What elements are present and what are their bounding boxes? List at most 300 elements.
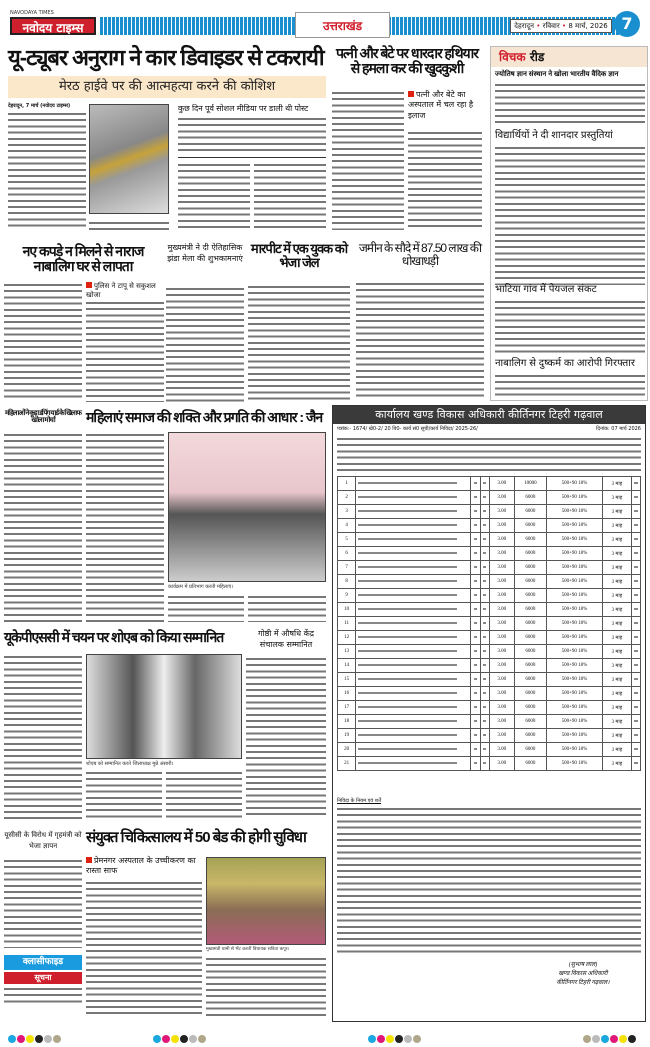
cell-period: 3 माह	[603, 505, 632, 519]
women-side-body	[4, 432, 82, 622]
tender-row	[338, 743, 641, 757]
cell-place	[471, 757, 480, 771]
goshthi-headline: गोष्ठी में औषधि केंद्र संचालक सम्मानित	[258, 629, 314, 650]
cell-fee: 500+90 18%	[546, 631, 602, 645]
cell-place	[471, 687, 480, 701]
cell-row-number: 9	[338, 589, 356, 603]
lead-subhead: मेरठ हाईवे पर की आत्महत्या करने की कोशिश	[8, 76, 326, 98]
cell-amount: 6000	[514, 715, 546, 729]
cell-place2	[480, 743, 489, 757]
cell-last	[631, 491, 640, 505]
cell-last	[631, 715, 640, 729]
pullquote-text: प्रेमनगर अस्पताल के उच्चीकरण का रास्ता साफ	[86, 856, 196, 876]
cell-place	[471, 659, 480, 673]
cell-work-name	[356, 687, 471, 701]
missing-body-2	[86, 300, 164, 402]
bullet-icon	[86, 857, 92, 863]
cell-place2	[480, 533, 489, 547]
tender-row	[338, 701, 641, 715]
cell-amount: 6000	[514, 491, 546, 505]
tender-table	[337, 476, 641, 771]
cell-work-name	[356, 505, 471, 519]
cell-last	[631, 589, 640, 603]
cell-deposit: 3.00	[489, 645, 514, 659]
ucc-body	[4, 858, 82, 948]
cell-place2	[480, 687, 489, 701]
cell-last	[631, 519, 640, 533]
cell-row-number: 20	[338, 743, 356, 757]
tender-row	[338, 519, 641, 533]
cell-period: 3 माह	[603, 617, 632, 631]
cell-fee: 500+90 18%	[546, 757, 602, 771]
women-headline: महिलाएं समाज की शक्ति और प्रगति की आधार : जैन	[86, 409, 323, 425]
cell-amount: 6000	[514, 673, 546, 687]
cell-deposit: 3.00	[489, 715, 514, 729]
cell-last	[631, 477, 640, 491]
cell-period: 3 माह	[603, 659, 632, 673]
hospital-photo	[206, 857, 326, 945]
missing-headline: नए कपड़े न मिलने से नाराज नाबालिग घर से लापता	[22, 243, 144, 274]
cell-work-name	[356, 519, 471, 533]
cell-fee: 500+90 18%	[546, 673, 602, 687]
cell-period: 3 माह	[603, 533, 632, 547]
cell-amount: 6000	[514, 533, 546, 547]
tender-row	[338, 715, 641, 729]
tender-row	[338, 617, 641, 631]
right-brand	[491, 47, 647, 67]
sign-office: कीर्तिनगर टिहरी गढ़वाल।	[556, 980, 610, 986]
cell-deposit: 3.00	[489, 477, 514, 491]
pullquote-text: पत्नी और बेटे का अस्पताल में चल रहा है इलाज	[408, 90, 474, 120]
cell-place2	[480, 477, 489, 491]
cell-last	[631, 547, 640, 561]
cell-deposit: 3.00	[489, 631, 514, 645]
tender-ref-row	[333, 424, 645, 434]
tender-row	[338, 673, 641, 687]
women-photo	[168, 432, 326, 582]
cell-period: 3 माह	[603, 673, 632, 687]
cell-deposit: 3.00	[489, 603, 514, 617]
tender-row	[338, 603, 641, 617]
women-body-2	[168, 594, 244, 622]
cell-place	[471, 645, 480, 659]
cell-fee: 500+90 18%	[546, 645, 602, 659]
tender-notice	[332, 405, 646, 1022]
cell-deposit: 3.00	[489, 743, 514, 757]
tender-row	[338, 687, 641, 701]
cell-place2	[480, 589, 489, 603]
tender-row	[338, 659, 641, 673]
classified-body	[4, 986, 82, 1004]
lead-body-4	[89, 220, 169, 234]
classified-title: क्लासीफाइड	[4, 955, 82, 970]
masthead-logo: नवोदय टाइम्स	[10, 17, 96, 35]
goshthi-body	[246, 656, 326, 818]
cell-amount: 6000	[514, 701, 546, 715]
brand-black: रीड	[529, 50, 545, 64]
cell-period: 3 माह	[603, 631, 632, 645]
right-headline-2: विद्यार्थियों ने दी शानदार प्रस्तुतियां	[495, 130, 613, 141]
tender-row	[338, 645, 641, 659]
cell-last	[631, 687, 640, 701]
cell-row-number: 14	[338, 659, 356, 673]
cell-fee: 500+90 18%	[546, 715, 602, 729]
tender-row	[338, 589, 641, 603]
cell-deposit: 3.00	[489, 533, 514, 547]
cell-deposit: 3.00	[489, 491, 514, 505]
cell-place	[471, 589, 480, 603]
cell-last	[631, 533, 640, 547]
cell-fee: 500+90 18%	[546, 575, 602, 589]
cell-fee: 500+90 18%	[546, 561, 602, 575]
bullet-icon	[408, 91, 414, 97]
lead-body-1	[8, 111, 86, 231]
cell-place	[471, 729, 480, 743]
cell-place	[471, 575, 480, 589]
cell-place	[471, 533, 480, 547]
cell-period: 3 माह	[603, 547, 632, 561]
cell-place	[471, 715, 480, 729]
pullquote-text: पुलिस ने टापू से सकुशल खोजा	[86, 282, 156, 299]
date: 8 मार्च, 2026	[568, 22, 608, 30]
cell-period: 3 माह	[603, 575, 632, 589]
suicide-body-1	[332, 90, 404, 230]
cell-period: 3 माह	[603, 603, 632, 617]
cell-amount: 6000	[514, 645, 546, 659]
cell-period: 3 माह	[603, 519, 632, 533]
cell-work-name	[356, 659, 471, 673]
cell-last	[631, 505, 640, 519]
cell-row-number: 19	[338, 729, 356, 743]
cell-row-number: 13	[338, 645, 356, 659]
cell-period: 3 माह	[603, 743, 632, 757]
tender-row	[338, 505, 641, 519]
tender-row	[338, 561, 641, 575]
cell-fee: 500+90 18%	[546, 547, 602, 561]
cell-deposit: 3.00	[489, 505, 514, 519]
lead-sidebar-body	[178, 116, 326, 152]
cell-place	[471, 631, 480, 645]
section-tab	[295, 12, 390, 38]
hospital-photo-caption: मुख्यमंत्री धामी से भेंट करतीं विधायक सविता कपूर।	[206, 947, 290, 952]
lead-headline: यू-ट्यूबर अनुराग ने कार डिवाइडर से टकरायी	[8, 45, 324, 70]
cell-place	[471, 561, 480, 575]
cell-row-number: 17	[338, 701, 356, 715]
cell-deposit: 3.00	[489, 561, 514, 575]
cell-deposit: 3.00	[489, 673, 514, 687]
cell-amount: 6000	[514, 743, 546, 757]
cell-last	[631, 631, 640, 645]
cell-fee: 500+90 18%	[546, 603, 602, 617]
cell-work-name	[356, 715, 471, 729]
cell-deposit: 3.00	[489, 617, 514, 631]
cell-place2	[480, 701, 489, 715]
cell-last	[631, 729, 640, 743]
cell-period: 3 माह	[603, 701, 632, 715]
cell-place2	[480, 659, 489, 673]
date-box: देहरादून • रविवार • 8 मार्च, 2026	[510, 19, 612, 33]
lead-body-2	[178, 162, 250, 232]
lead-body-3	[254, 162, 326, 232]
cell-work-name	[356, 743, 471, 757]
cell-fee: 500+90 18%	[546, 533, 602, 547]
suicide-headline: पत्नी और बेटे पर धारदार हथियार से हमला कर की खुदकुशी	[335, 45, 479, 76]
cell-work-name	[356, 533, 471, 547]
cell-place2	[480, 631, 489, 645]
hospital-headline: संयुक्त चिकित्सालय में 50 बेड की होगी सुविधा	[86, 829, 306, 846]
cell-row-number: 2	[338, 491, 356, 505]
day: रविवार	[542, 22, 560, 30]
tender-row	[338, 547, 641, 561]
page-number: 7	[614, 11, 640, 37]
right-body-4	[495, 373, 645, 399]
tender-terms-title: निविदा के नियम एवं शर्तें	[337, 798, 382, 804]
section-label: उत्तराखंड	[322, 19, 363, 33]
right-headline-1: ज्योतिष ज्ञान संस्थान ने खोला भारतीय वैदिक ज्ञान	[495, 71, 619, 78]
cell-fee: 500+90 18%	[546, 729, 602, 743]
missing-pullquote	[86, 282, 164, 300]
suicide-pullquote	[408, 90, 482, 121]
cell-last	[631, 617, 640, 631]
tender-title: कार्यालय खण्ड विकास अधिकारी कीर्तिनगर टिहरी गढ़वाल	[333, 406, 645, 424]
fight-body	[248, 284, 350, 402]
masthead-tag: NAVODAYA TIMES	[10, 10, 54, 16]
cell-deposit: 3.00	[489, 687, 514, 701]
sign-post: खण्ड विकास अधिकारी	[558, 971, 608, 977]
cell-amount: 6000	[514, 659, 546, 673]
cell-fee: 500+90 18%	[546, 659, 602, 673]
cm-headline: मुख्यमंत्री ने दी ऐतिहासिक झंडा मेला की शुभकामनाएं	[167, 243, 243, 264]
ukpsc-body-2	[86, 770, 162, 820]
cell-amount: 10000	[514, 477, 546, 491]
tender-signature	[533, 961, 633, 988]
cell-period: 3 माह	[603, 757, 632, 771]
cell-row-number: 6	[338, 547, 356, 561]
cell-period: 3 माह	[603, 477, 632, 491]
cell-period: 3 माह	[603, 687, 632, 701]
brand-red: विचक	[499, 50, 526, 64]
ukpsc-photo-caption: शोएब को सम्मानित करते जिलाध्यक्ष मुन्ने अंसारी।	[86, 761, 174, 767]
lead-dateline: देहरादून, 7 मार्च (नवोदय टाइम्स)	[8, 103, 71, 109]
cell-work-name	[356, 631, 471, 645]
cell-work-name	[356, 589, 471, 603]
cell-work-name	[356, 547, 471, 561]
cell-row-number: 21	[338, 757, 356, 771]
cell-place2	[480, 757, 489, 771]
ucc-headline: यूसीसी के विरोध में गृहमंत्री को भेजा ज्ञापन	[4, 831, 82, 850]
cell-fee: 500+90 18%	[546, 491, 602, 505]
cell-work-name	[356, 645, 471, 659]
right-body-2	[495, 145, 645, 285]
cell-amount: 6000	[514, 617, 546, 631]
cell-work-name	[356, 729, 471, 743]
cell-row-number: 5	[338, 533, 356, 547]
cell-fee: 500+90 18%	[546, 589, 602, 603]
cell-amount: 6000	[514, 603, 546, 617]
cell-place2	[480, 575, 489, 589]
cell-work-name	[356, 477, 471, 491]
hospital-body-2	[206, 956, 326, 1016]
cell-place2	[480, 603, 489, 617]
cell-deposit: 3.00	[489, 589, 514, 603]
ukpsc-body-3	[166, 770, 242, 820]
suicide-body-2	[408, 130, 482, 230]
cell-amount: 6000	[514, 589, 546, 603]
cell-period: 3 माह	[603, 645, 632, 659]
right-headline-3: भाटिया गांव में पेयजल संकट	[495, 284, 597, 295]
cell-place	[471, 743, 480, 757]
cell-deposit: 3.00	[489, 729, 514, 743]
missing-body-1	[4, 282, 82, 402]
cell-fee: 500+90 18%	[546, 701, 602, 715]
cell-fee: 500+90 18%	[546, 617, 602, 631]
cell-row-number: 16	[338, 687, 356, 701]
cell-work-name	[356, 617, 471, 631]
cell-fee: 500+90 18%	[546, 687, 602, 701]
lead-sidebar-title: कुछ दिन पूर्व सोशल मीडिया पर डाली थी पोस्ट	[178, 104, 309, 113]
tender-date: दिनांक: 07 मार्च 2026	[596, 426, 641, 432]
tender-ref: पत्रांक:- 1674/ खे0-2/ 20 वि0- कार्य सं0 सूची/कार्य निविदा/ 2025-26/	[337, 426, 478, 432]
city: देहरादून	[514, 22, 534, 30]
cell-amount: 6000	[514, 547, 546, 561]
cell-place	[471, 477, 480, 491]
cell-place2	[480, 715, 489, 729]
cell-place2	[480, 547, 489, 561]
cell-place	[471, 491, 480, 505]
tender-intro	[337, 436, 641, 472]
cell-period: 3 माह	[603, 491, 632, 505]
cell-place	[471, 547, 480, 561]
cell-deposit: 3.00	[489, 757, 514, 771]
tender-row	[338, 729, 641, 743]
cell-work-name	[356, 491, 471, 505]
hospital-pullquote	[86, 856, 202, 877]
cell-place2	[480, 491, 489, 505]
cell-work-name	[356, 575, 471, 589]
tender-table-wrap	[337, 476, 641, 771]
cm-body	[166, 286, 244, 402]
right-headline-4: नाबालिग से दुष्कर्म का आरोपी गिरफ्तार	[495, 358, 635, 369]
women-photo-caption: कार्यक्रम में प्रतिभाग करती महिलाएं।	[168, 584, 234, 590]
cell-fee: 500+90 18%	[546, 505, 602, 519]
sign-name: (सुभाष लाल)	[568, 962, 598, 968]
cell-row-number: 4	[338, 519, 356, 533]
fight-headline: मारपीट में एक युवक को भेजा जेल	[250, 241, 348, 270]
bullet-icon	[86, 282, 92, 288]
cell-fee: 500+90 18%	[546, 743, 602, 757]
tender-terms	[337, 806, 641, 956]
tender-row	[338, 477, 641, 491]
cell-period: 3 माह	[603, 715, 632, 729]
hospital-body-1	[86, 880, 202, 1016]
land-body	[356, 281, 484, 401]
right-body-1	[495, 82, 645, 124]
cell-last	[631, 603, 640, 617]
cell-amount: 6000	[514, 757, 546, 771]
cell-place	[471, 617, 480, 631]
cell-work-name	[356, 673, 471, 687]
cell-row-number: 18	[338, 715, 356, 729]
tender-row	[338, 491, 641, 505]
cell-place	[471, 673, 480, 687]
cell-row-number: 1	[338, 477, 356, 491]
cell-amount: 6000	[514, 505, 546, 519]
cell-period: 3 माह	[603, 561, 632, 575]
cell-place	[471, 603, 480, 617]
cell-deposit: 3.00	[489, 701, 514, 715]
cell-amount: 6000	[514, 561, 546, 575]
tender-row	[338, 575, 641, 589]
cell-place2	[480, 561, 489, 575]
cell-fee: 500+90 18%	[546, 519, 602, 533]
cell-place2	[480, 617, 489, 631]
cell-last	[631, 575, 640, 589]
tender-row	[338, 757, 641, 771]
cell-row-number: 7	[338, 561, 356, 575]
cell-place2	[480, 729, 489, 743]
cell-place	[471, 519, 480, 533]
cell-last	[631, 701, 640, 715]
cell-fee: 500+90 18%	[546, 477, 602, 491]
cell-period: 3 माह	[603, 729, 632, 743]
cell-deposit: 3.00	[489, 575, 514, 589]
cell-deposit: 3.00	[489, 547, 514, 561]
lead-photo	[89, 104, 169, 214]
cell-row-number: 12	[338, 631, 356, 645]
cell-place2	[480, 505, 489, 519]
cell-amount: 6000	[514, 729, 546, 743]
cell-row-number: 10	[338, 603, 356, 617]
cell-place	[471, 701, 480, 715]
cell-work-name	[356, 701, 471, 715]
cell-period: 3 माह	[603, 589, 632, 603]
cell-deposit: 3.00	[489, 659, 514, 673]
classified-notice: सूचना	[4, 972, 82, 984]
cell-deposit: 3.00	[489, 519, 514, 533]
cell-row-number: 3	[338, 505, 356, 519]
cell-row-number: 15	[338, 673, 356, 687]
women-side-headline: महिलाओं ने कूड़ा डंपिंग यार्ड के खिलाफ खोला मोर्चा	[5, 410, 81, 425]
masthead-header	[0, 10, 650, 40]
cell-last	[631, 757, 640, 771]
cell-place2	[480, 519, 489, 533]
women-body-1	[86, 432, 164, 622]
cell-place	[471, 505, 480, 519]
ukpsc-headline: यूकेपीएससी में चयन पर शोएब को किया सम्मानित	[4, 629, 224, 645]
right-body-3	[495, 299, 645, 357]
cell-amount: 6000	[514, 575, 546, 589]
cell-last	[631, 673, 640, 687]
cell-last	[631, 743, 640, 757]
women-body-3	[248, 594, 326, 622]
cell-last	[631, 659, 640, 673]
ukpsc-photo	[86, 654, 242, 759]
cell-place2	[480, 673, 489, 687]
cell-place2	[480, 645, 489, 659]
ukpsc-body-1	[4, 654, 82, 819]
cell-amount: 6000	[514, 687, 546, 701]
tender-row	[338, 533, 641, 547]
cell-row-number: 8	[338, 575, 356, 589]
cell-work-name	[356, 561, 471, 575]
cell-work-name	[356, 603, 471, 617]
cell-work-name	[356, 757, 471, 771]
cell-last	[631, 561, 640, 575]
right-column	[490, 46, 648, 401]
cell-last	[631, 645, 640, 659]
cell-row-number: 11	[338, 617, 356, 631]
tender-row	[338, 631, 641, 645]
